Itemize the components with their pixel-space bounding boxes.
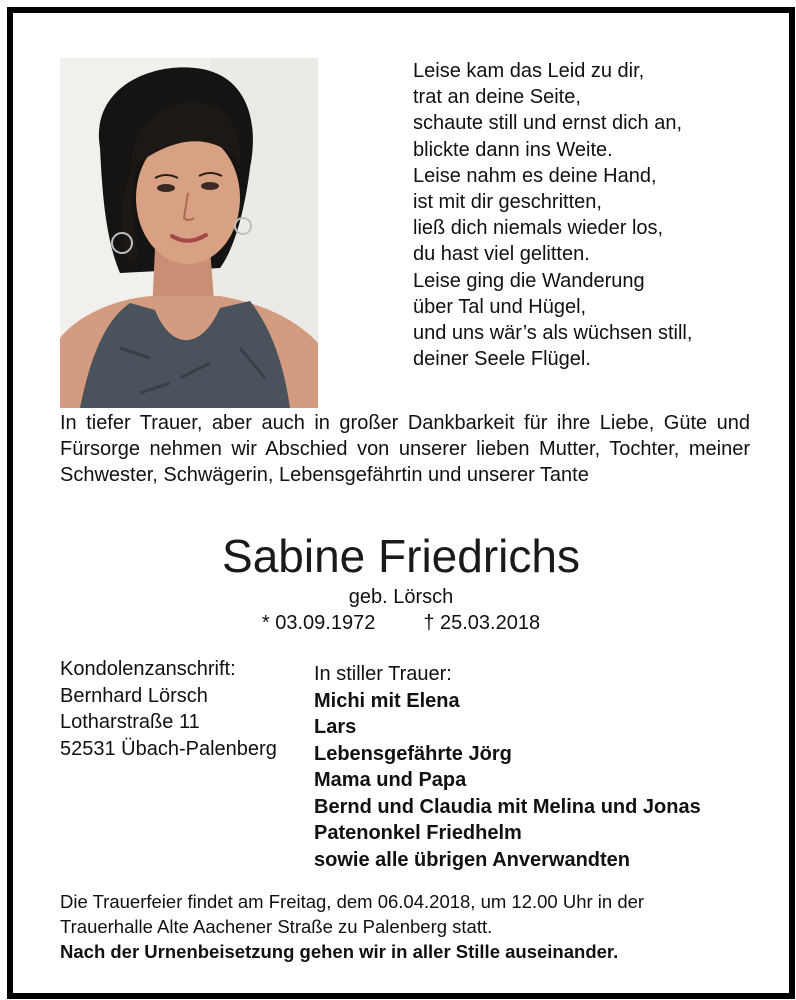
funeral-info-line: Die Trauerfeier findet am Freitag, dem 06.04.2018, um 12.00 Uhr in der: [60, 891, 645, 912]
mourner-name: sowie alle übrigen Anverwandten: [314, 848, 630, 871]
address-heading: Kondolenzanschrift:: [60, 658, 236, 680]
poem-line: ließ dich niemals wieder los,: [413, 217, 664, 240]
portrait-photo: [60, 58, 318, 408]
poem-line: Leise nahm es deine Hand,: [413, 164, 657, 187]
poem-line: ist mit dir geschritten,: [413, 191, 602, 214]
poem: [413, 58, 692, 372]
mourner-name: Bernd und Claudia mit Melina und Jonas: [314, 795, 701, 818]
poem-line: deiner Seele Flügel.: [413, 348, 591, 371]
mourner-name: Lebensgefährte Jörg: [314, 742, 512, 765]
mourner-name: Mama und Papa: [314, 769, 467, 791]
poem-line: Leise ging die Wanderung: [413, 269, 645, 292]
birth-date: * 03.09.1972: [261, 612, 376, 634]
mourner-name: Michi mit Elena: [314, 689, 460, 712]
life-dates: [13, 611, 789, 635]
maiden-name: geb. Lörsch: [348, 586, 454, 608]
death-date: † 25.03.2018: [423, 612, 541, 634]
mourner-name: Patenonkel Friedhelm: [314, 822, 522, 844]
address-line: Bernhard Lörsch: [60, 684, 208, 707]
obituary-notice: [7, 7, 795, 999]
poem-line: und uns wär’s als wüchsen still,: [413, 322, 693, 345]
mourners-heading: In stiller Trauer:: [314, 663, 452, 685]
address-line: Lotharstraße 11: [60, 711, 200, 733]
poem-line: über Tal und Hügel,: [413, 295, 587, 318]
poem-line: blickte dann ins Weite.: [413, 138, 613, 161]
intro-text: In tiefer Trauer, aber auch in großer Dankbarkeit für ihre Liebe, Güte und Fürsorge nehmen wir Abschied von unserer lieben Mutter, Tochter, meiner Schwester, Schwägerin, Lebensgefährtin und unserer Tante: [60, 412, 750, 487]
poem-line: trat an deine Seite,: [413, 86, 581, 109]
address-line: 52531 Übach-Palenberg: [60, 737, 277, 760]
funeral-info: [60, 889, 760, 964]
mourner-name: Lars: [314, 716, 357, 738]
mourners-list: [314, 661, 701, 873]
poem-line: schaute still und ernst dich an,: [413, 112, 683, 135]
poem-line: Leise kam das Leid zu dir,: [413, 60, 645, 82]
condolence-address: [60, 656, 277, 762]
deceased-name: Sabine Friedrichs: [222, 530, 580, 582]
closing-note: Nach der Urnenbeisetzung gehen wir in aller Stille auseinander.: [60, 941, 619, 962]
poem-line: du hast viel gelitten.: [413, 243, 590, 266]
funeral-info-line: Trauerhalle Alte Aachener Straße zu Palenberg statt.: [60, 916, 493, 937]
portrait-illustration: [60, 58, 318, 408]
